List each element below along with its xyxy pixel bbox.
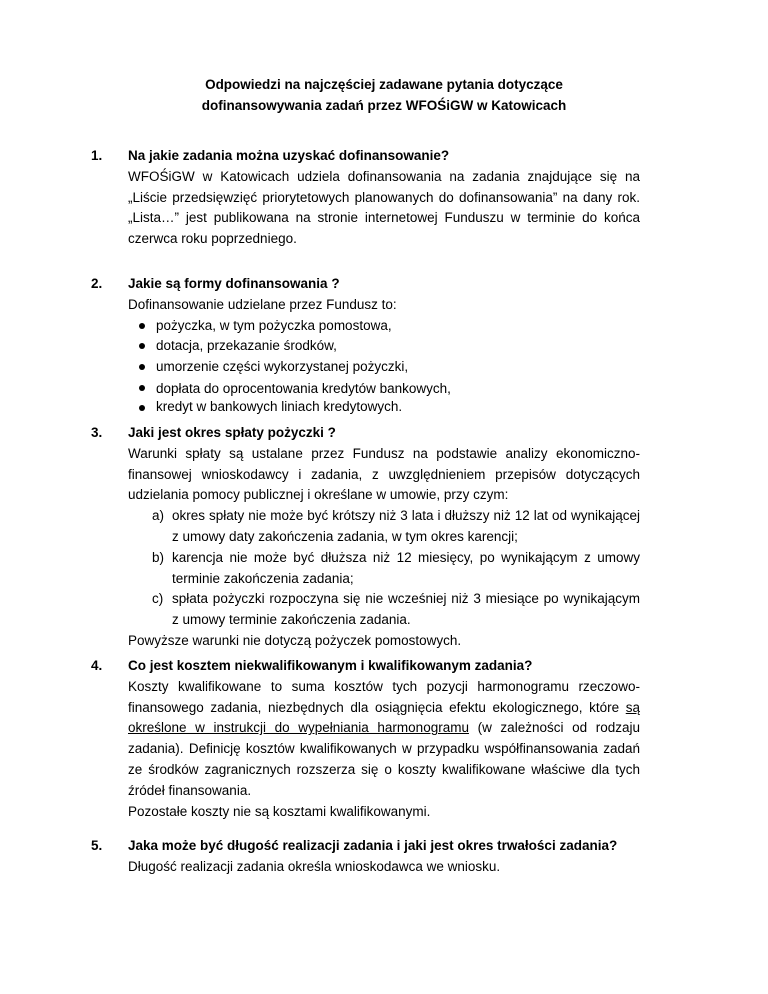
answer-text <box>128 677 640 802</box>
list-item: dopłata do oprocentowania kredytów bankowych, <box>136 378 640 398</box>
question-number: 3. <box>91 425 103 440</box>
answer-intro: Dofinansowanie udzielane przez Fundusz to: <box>128 296 397 312</box>
answer-intro: Warunki spłaty są ustalane przez Fundusz na podstawie analizy ekonomiczno-finansowej wnioskodawcy i zadania, z uwzględnieniem przepisów dotyczących udzielania pomocy publicznej i określane w umowie, przy czym: <box>128 445 640 503</box>
question-heading: Jakie są formy dofinansowania ? <box>128 276 340 291</box>
question-number: 4. <box>91 658 103 673</box>
question-number: 1. <box>91 148 103 163</box>
item-text: spłata pożyczki rozpoczyna się nie wcześniej niż 3 miesiące po wynikającym z umowy terminie zakończenia zadania. <box>172 591 640 628</box>
item-text: karencja nie może być dłuższa niż 12 miesięcy, po wynikającym z umowy terminie zakończenia zadania; <box>172 549 640 586</box>
question-heading: Jaki jest okres spłaty pożyczki ? <box>128 425 336 440</box>
title-line-1: Odpowiedzi na najczęściej zadawane pytania dotyczące <box>205 77 563 92</box>
question-heading: Na jakie zadania można uzyskać dofinansowanie? <box>128 148 450 163</box>
question-heading: Co jest kosztem niekwalifikowanym i kwalifikowanym zadania? <box>128 658 533 673</box>
list-item <box>128 506 640 548</box>
answer-text: WFOŚiGW w Katowicach udziela dofinansowania na zadania znajdujące się na „Liście przedsięwzięć priorytetowych planowanych do dofinansowania” na dany rok. „Lista…” jest publikowana na stronie internetowej Funduszu w terminie do końca czerwca roku poprzedniego. <box>128 168 640 247</box>
answer-text-part: Koszty kwalifikowane to suma kosztów tych pozycji harmonogramu rzeczowo-finansowego zadania, niezbędnych dla osiągnięcia efektu ekologicznego, które <box>128 678 640 715</box>
item-text: okres spłaty nie może być krótszy niż 3 lata i dłuższy niż 12 lat od wynikającej z umowy daty zakończenia zadania, w tym okres karencji; <box>172 508 640 544</box>
list-item: umorzenie części wykorzystanej pożyczki, <box>136 357 640 378</box>
instruction-reference: są określone w instrukcji do wypełniania harmonogramu <box>128 699 640 736</box>
question-number: 2. <box>91 276 103 291</box>
answer-text: Długość realizacji zadania określa wnioskodawca we wniosku. <box>128 858 501 874</box>
question-heading: Jaka może być długość realizacji zadania i jaki jest okres trwałości zadania? <box>128 838 618 853</box>
item-label: b) <box>152 549 165 565</box>
question-number: 5. <box>91 838 103 853</box>
list-item <box>128 589 640 631</box>
list-item: dotacja, przekazanie środków, <box>136 336 640 357</box>
list-item: kredyt w bankowych liniach kredytowych. <box>136 398 640 416</box>
list-item <box>128 548 640 590</box>
item-label: c) <box>152 591 164 607</box>
item-label: a) <box>152 508 165 524</box>
title-line-2: dofinansowywania zadań przez WFOŚiGW w Katowicach <box>201 98 567 113</box>
answer-outro: Powyższe warunki nie dotyczą pożyczek pomostowych. <box>128 632 462 648</box>
funding-forms-list <box>136 316 640 416</box>
list-item: pożyczka, w tym pożyczka pomostowa, <box>136 316 640 337</box>
answer-outro: Pozostałe koszty nie są kosztami kwalifikowanymi. <box>128 803 431 819</box>
document-title <box>0 74 768 116</box>
answer-text-part: (w zależności od rodzaju zadania). Definicję kosztów kwalifikowanych w przypadku współfinansowania zadań ze środków zagranicznych rozszerza się o koszty kwalifikowane właściwe dla tych źródeł finansowania. <box>128 720 640 798</box>
repayment-conditions-list <box>128 506 640 631</box>
